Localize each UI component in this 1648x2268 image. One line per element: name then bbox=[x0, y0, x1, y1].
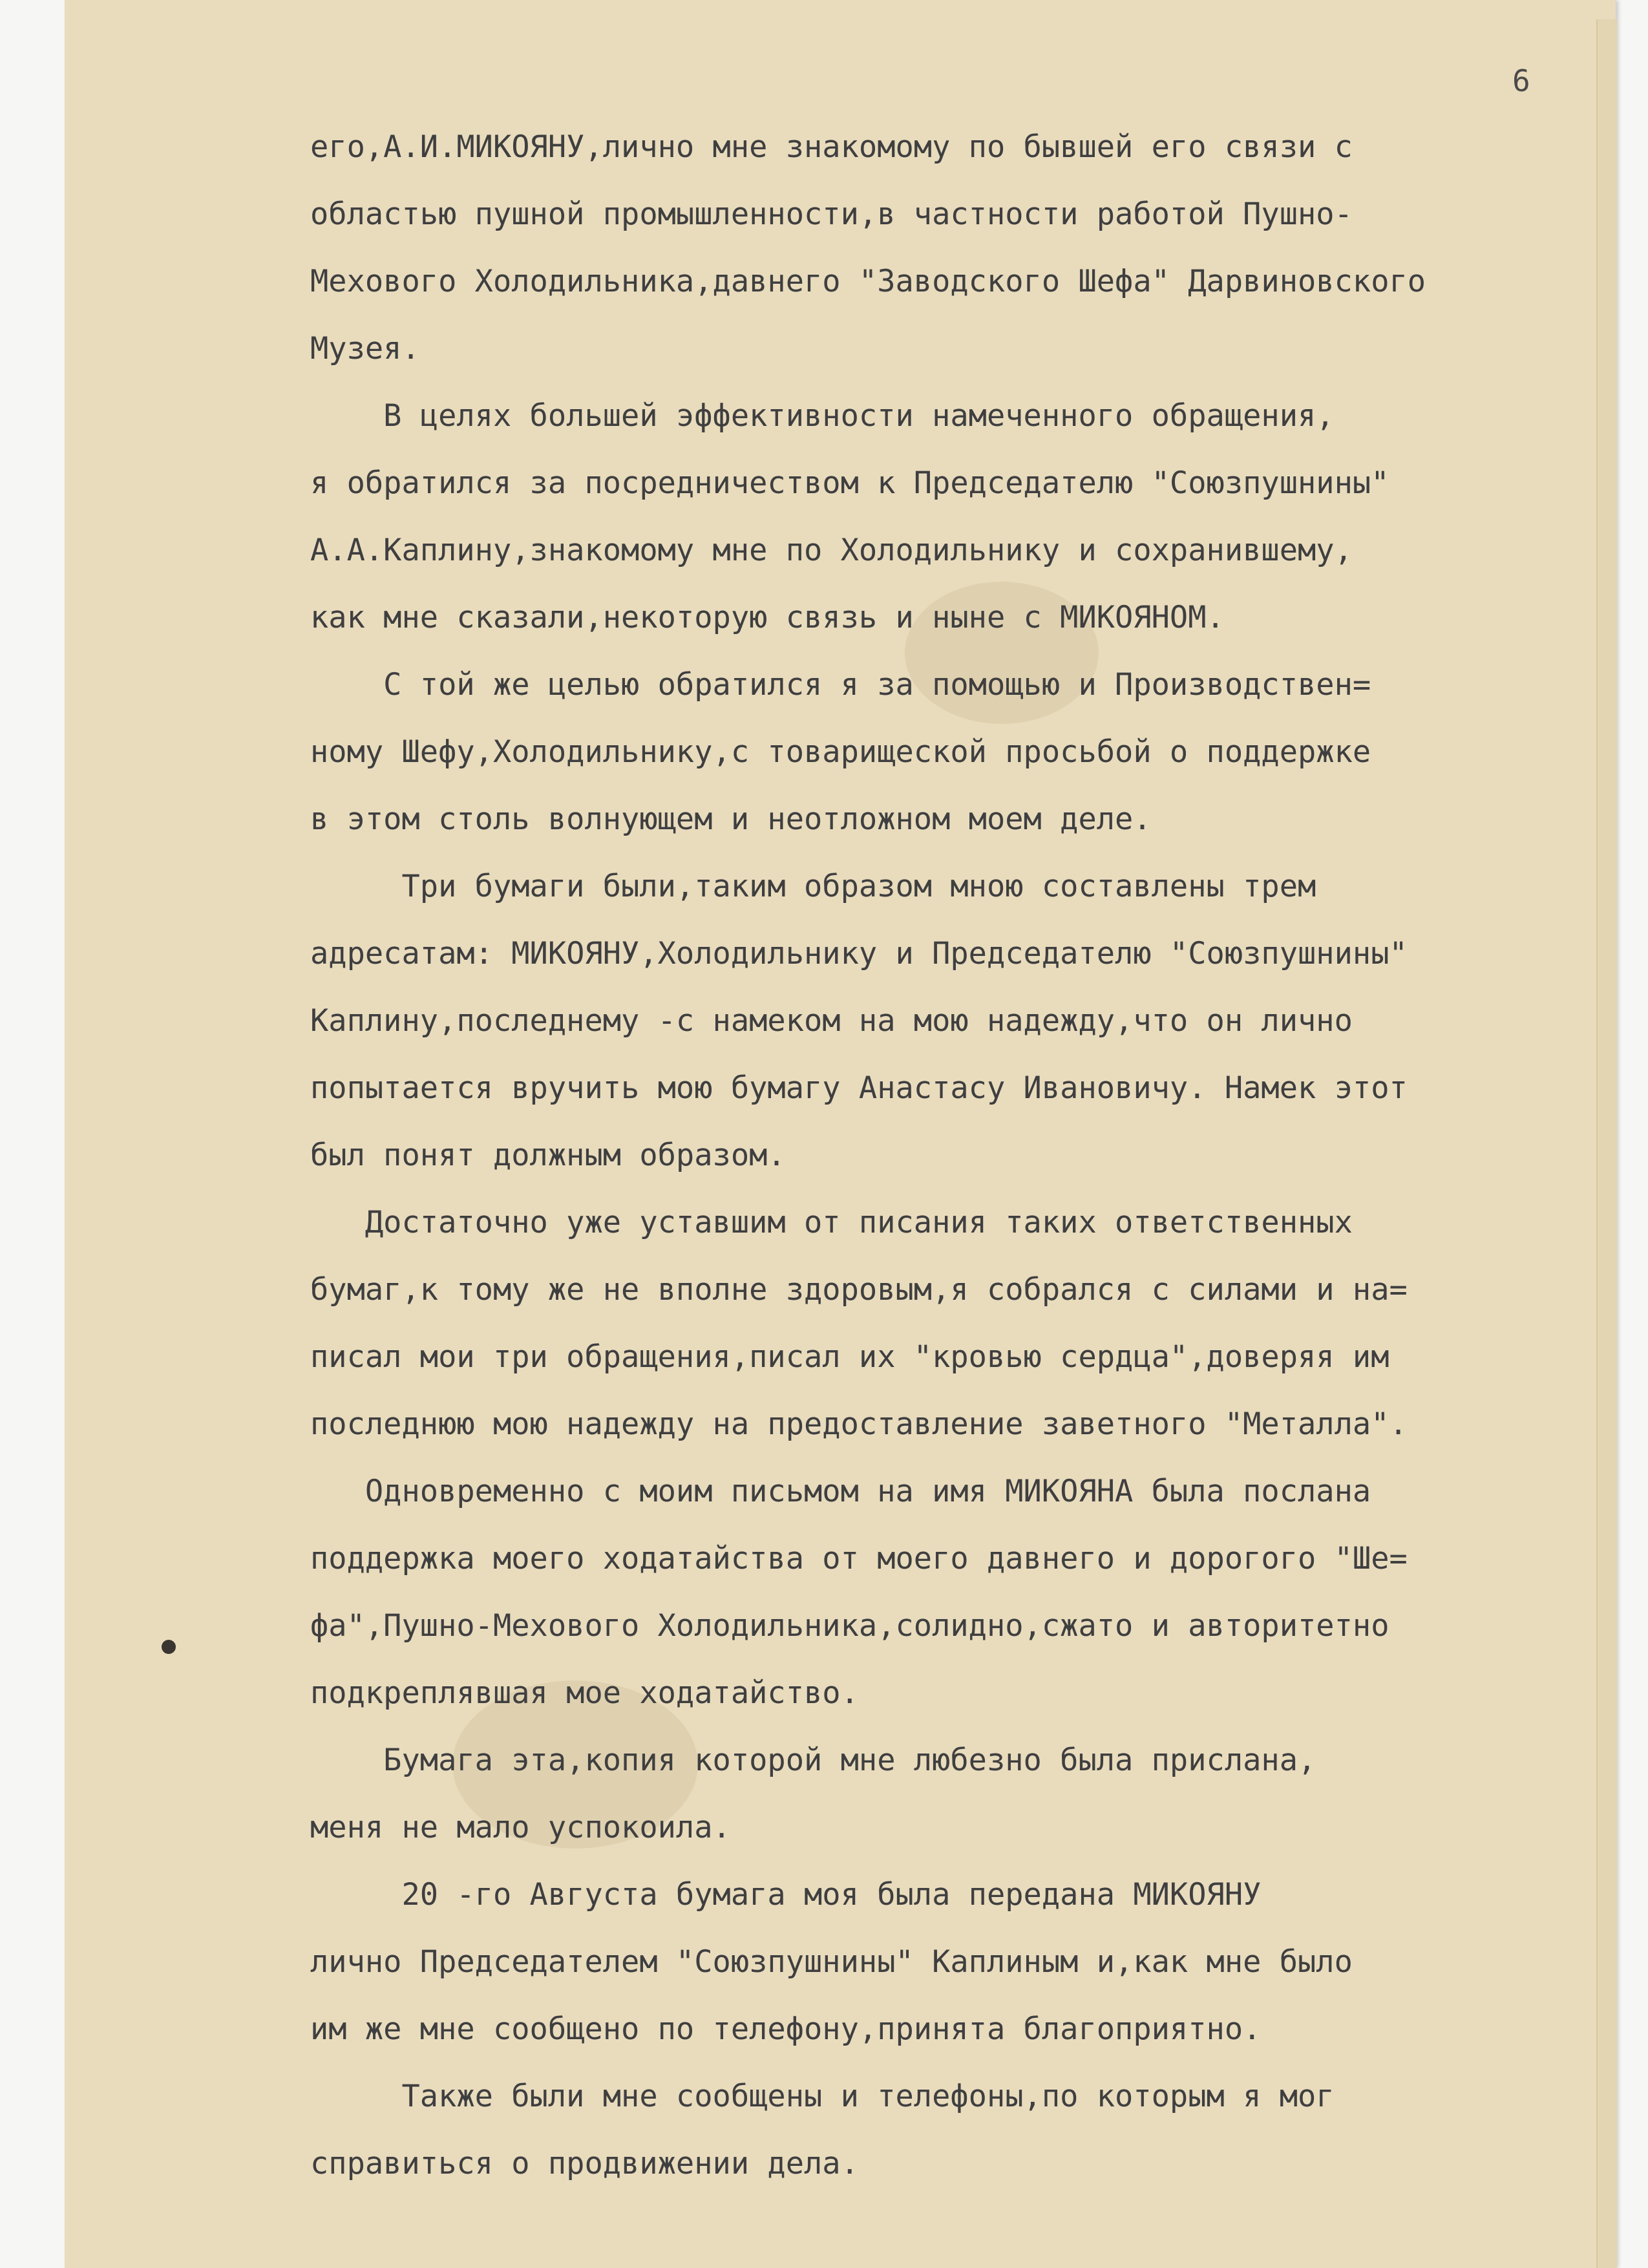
text-line: С той же целью обратился я за помощью и Производствен= bbox=[310, 667, 1371, 703]
text-line: Одновременно с моим письмом на имя МИКОЯНА была послана bbox=[310, 1474, 1371, 1509]
text-line: был понят должным образом. bbox=[310, 1138, 786, 1173]
text-line: Бумага эта,копия которой мне любезно была прислана, bbox=[310, 1743, 1316, 1778]
text-line: я обратился за посредничеством к Председателю "Союзпушнины" bbox=[310, 465, 1389, 501]
text-line: А.А.Каплину,знакомому мне по Холодильнику и сохранившему, bbox=[310, 533, 1353, 568]
text-line: последнюю мою надежду на предоставление заветного "Металла". bbox=[310, 1406, 1408, 1442]
text-line: Также были мне сообщены и телефоны,по которым я мог bbox=[310, 2079, 1335, 2114]
typewritten-text bbox=[310, 114, 1616, 2198]
text-line: бумаг,к тому же не вполне здоровым,я собрался с силами и на= bbox=[310, 1272, 1408, 1308]
punch-hole bbox=[162, 1640, 176, 1654]
text-line: ному Шефу,Холодильнику,с товарищеской просьбой о поддержке bbox=[310, 734, 1371, 770]
text-line: Каплину,последнему -с намеком на мою надежду,что он лично bbox=[310, 1003, 1353, 1039]
text-line: 20 -го Августа бумага моя была передана МИКОЯНУ bbox=[310, 1877, 1262, 1913]
text-line: лично Председателем "Союзпушнины" Каплиным и,как мне было bbox=[310, 1944, 1353, 1980]
text-line: Музея. bbox=[310, 331, 420, 366]
text-line: меня не мало успокоила. bbox=[310, 1810, 731, 1845]
text-line: им же мне сообщено по телефону,принята благоприятно. bbox=[310, 2011, 1262, 2047]
page-number: 6 bbox=[1512, 63, 1530, 98]
text-line: Достаточно уже уставшим от писания таких ответственных bbox=[310, 1205, 1353, 1240]
text-line: справиться о продвижении дела. bbox=[310, 2146, 859, 2181]
text-line: фа",Пушно-Мехового Холодильника,солидно,сжато и авторитетно bbox=[310, 1608, 1389, 1644]
text-line: поддержка моего ходатайства от моего давнего и дорогого "Ше= bbox=[310, 1541, 1408, 1576]
text-line: его,А.И.МИКОЯНУ,лично мне знакомому по бывшей его связи с bbox=[310, 129, 1353, 165]
text-line: областью пушной промышленности,в частности работой Пушно- bbox=[310, 196, 1353, 232]
text-line: В целях большей эффективности намеченного обращения, bbox=[310, 398, 1335, 434]
text-line: в этом столь волнующем и неотложном моем деле. bbox=[310, 801, 1152, 837]
text-line: попытается вручить мою бумагу Анастасу Ивановичу. Намек этот bbox=[310, 1070, 1408, 1106]
text-line: Мехового Холодильника,давнего "Заводского Шефа" Дарвиновского bbox=[310, 264, 1426, 299]
text-line: как мне сказали,некоторую связь и ныне с МИКОЯНОМ. bbox=[310, 600, 1225, 635]
text-line: адресатам: МИКОЯНУ,Холодильнику и Председателю "Союзпушнины" bbox=[310, 936, 1408, 971]
text-line: писал мои три обращения,писал их "кровью сердца",доверяя им bbox=[310, 1339, 1389, 1375]
text-line: подкреплявшая мое ходатайство. bbox=[310, 1675, 859, 1711]
text-line: Три бумаги были,таким образом мною составлены трем bbox=[310, 869, 1316, 904]
